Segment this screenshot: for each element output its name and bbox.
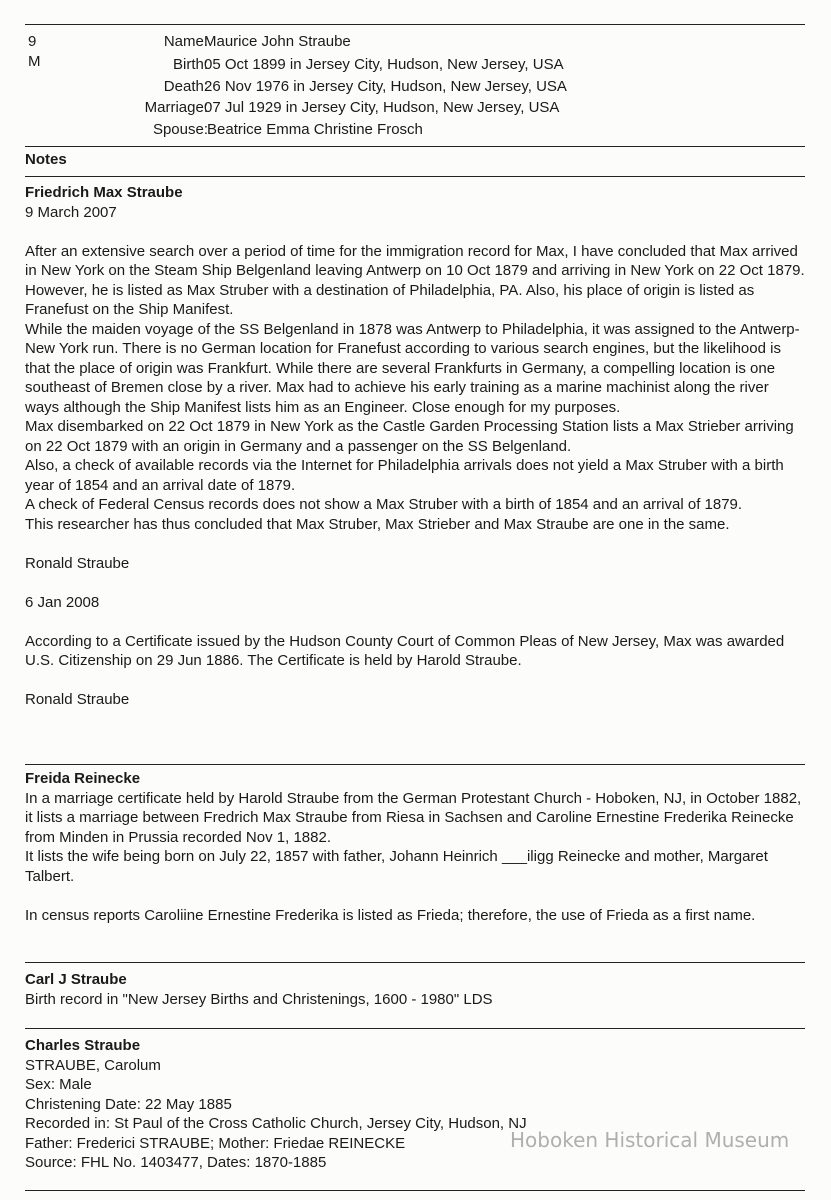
field-label: Marriage: [144,99,208,116]
note-paragraph: It lists the wife being born on July 22, 1857 with father, Johann Heinrich ___iligg Reinecke and mother, Margaret Talbert. [25,848,768,885]
note-paragraph: Also, a check of available records via the Internet for Philadelphia arrivals does not yield a Max Struber with a birth year of 1854 and an arrival date of 1879. [25,457,784,494]
field-marriage [25,99,805,119]
field-label: Death: [163,78,208,95]
field-death [25,78,805,98]
note-author: Ronald Straube [25,554,130,572]
field-value: Beatrice Emma Christine Frosch [207,121,423,138]
field-value: 07 Jul 1929 in Jersey City, Hudson, New Jersey, USA [204,99,560,116]
field-birth [25,56,805,76]
note-paragraph: Max disembarked on 22 Oct 1879 in New York as the Castle Garden Processing Station lists a Max Strieber arriving on 22 Oct 1879 with an origin in Germany and a passenger on the SS Belgenland. [25,418,794,455]
note-title: Friedrich Max Straube [25,184,183,201]
field-label: Spouse: [152,121,208,138]
person-divider [25,146,805,147]
note-line: STRAUBE, Carolum [25,1056,161,1074]
note-paragraph: After an extensive search over a period of time for the immigration record for Max, I have concluded that Max arrived in New York on the Steam Ship Belgenland leaving Antwerp on 10 Oct 1879 and arriving in New York on 22 Oct 1879. However, he is listed as Max Struber with a destination of Philadelphia, PA. Also, his place of origin is listed as Franefust on the Ship Manifest. [25,242,805,318]
note-freida-reinecke [25,769,807,925]
note-paragraph: Birth record in "New Jersey Births and Christenings, 1600 - 1980" LDS [25,990,493,1008]
notes-divider [25,176,805,177]
note-paragraph: According to a Certificate issued by the Hudson County Court of Common Pleas of New Jersey, Max was awarded U.S. Citizenship on 29 Jun 1886. The Certificate is held by Harold Straube. [25,632,785,669]
top-divider [25,24,805,25]
note-charles-straube [25,1036,807,1173]
note-line: Christening Date: 22 May 1885 [25,1095,232,1113]
watermark: Hoboken Historical Museum [510,1128,790,1152]
note-author: Ronald Straube [25,691,130,708]
person-number: 9 [28,33,37,50]
note-divider-2 [25,962,805,963]
note-paragraph: In a marriage certificate held by Harold Straube from the German Protestant Church - Hoboken, NJ, in October 1882, it lists a marriage between Fredrich Max Straube from Riesa in Sachsen and Caroline Ernestine Frederika Reinecke from Minden in Prussia recorded Nov 1, 1882. [25,789,802,846]
field-label: Birth: [172,56,208,73]
note-title: Carl J Straube [25,971,127,988]
bottom-divider [25,1190,805,1191]
note-date: 6 Jan 2008 [25,593,100,611]
field-spouse [25,121,805,141]
person-record [25,33,805,143]
note-paragraph: This researcher has thus concluded that Max Struber, Max Strieber and Max Straube are one in the same. [25,515,730,533]
field-label: Name: [163,33,208,50]
field-value: 26 Nov 1976 in Jersey City, Hudson, New Jersey, USA [204,78,567,95]
note-date: 9 March 2007 [25,203,117,221]
note-paragraph: In census reports Caroliine Ernestine Frederika is listed as Frieda; therefore, the use of Frieda as a first name. [25,906,756,924]
note-divider-3 [25,1028,805,1029]
note-friedrich-max-straube [25,183,807,710]
note-title: Charles Straube [25,1037,141,1054]
notes-heading: Notes [25,151,67,168]
note-paragraph: A check of Federal Census records does not show a Max Struber with a birth of 1854 and an arrival of 1879. [25,496,743,513]
note-carl-j-straube [25,970,807,1009]
note-line: Recorded in: St Paul of the Cross Catholic Church, Jersey City, Hudson, NJ [25,1115,527,1132]
note-line: Sex: Male [25,1076,92,1093]
field-value: 05 Oct 1899 in Jersey City, Hudson, New Jersey, USA [204,56,564,73]
note-title: Freida Reinecke [25,770,141,787]
note-line: Source: FHL No. 1403477, Dates: 1870-1885 [25,1154,327,1171]
person-sex: M [28,53,41,70]
field-name [25,33,805,53]
note-line: Father: Frederici STRAUBE; Mother: Friedae REINECKE [25,1134,406,1152]
field-value: Maurice John Straube [204,33,351,50]
note-divider-1 [25,764,805,765]
note-paragraph: While the maiden voyage of the SS Belgenland in 1878 was Antwerp to Philadelphia, it was assigned to the Antwerp-New York run. There is no German location for Franefust according to various search engines, but the likelihood is that the place of origin was Frankfurt. While there are several Frankfurts in Germany, a compelling location is one southeast of Bremen close by a river. Max had to achieve his early training as a marine machinist along the river ways although the Ship Manifest lists him as an Engineer. Close enough for my purposes. [25,320,800,416]
